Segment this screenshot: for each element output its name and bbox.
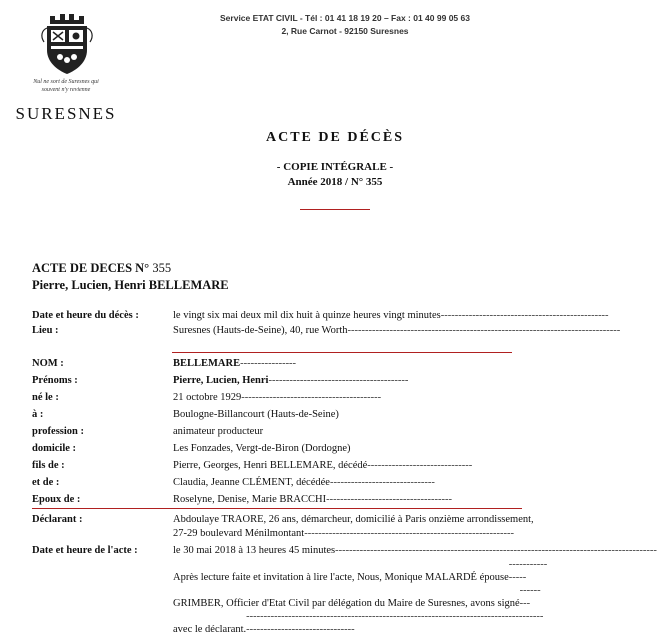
title-divider (300, 209, 370, 210)
father-row (32, 460, 473, 472)
profession-row (32, 426, 263, 438)
acte-date-value: le 30 mai 2018 à 13 heures 45 minutes (173, 545, 336, 556)
mother-row (32, 477, 435, 489)
year-number: Année 2018 / N° 355 (287, 176, 383, 188)
filler-dashes: ---------------------------------------- (241, 392, 382, 403)
coat-of-arms-icon (42, 12, 92, 76)
closing-line: GRIMBER, Officier d'Etat Civil par délégation du Maire de Suresnes, avons signé--------- (173, 585, 541, 609)
motto-line: souvent n'y revienne (41, 87, 91, 93)
profession-value: animateur producteur (173, 426, 264, 437)
death-date-row (32, 310, 609, 322)
filler-dashes: -------------------------------------------------------------------------------------------- (335, 545, 657, 556)
mother-value: Claudia, Jeanne CLÉMENT, décédée (173, 477, 330, 488)
birth-place-label: à : (32, 409, 44, 420)
filler-dashes: ------------------------------------------------------------ (304, 528, 515, 539)
mother-label: et de : (32, 477, 60, 488)
domicile-label: domicile : (32, 443, 77, 454)
copy-type: - COPIE INTÉGRALE - (276, 161, 394, 173)
service-line: Service ETAT CIVIL - Tél : 01 41 18 19 20 – Fax : 01 40 99 05 63 (220, 13, 470, 23)
city-wordmark: SURESNES (15, 104, 117, 123)
birth-place-value: Boulogne-Billancourt (Hauts-de-Seine) (173, 409, 339, 420)
declarant-value: Abdoulaye TRAORE, 26 ans, démarcheur, domicilié à Paris onzième arrondissement, (173, 514, 534, 525)
contact-header (180, 12, 510, 38)
profession-label: profession : (32, 426, 85, 437)
domicile-value: Les Fonzades, Vergt-de-Biron (Dordogne) (173, 443, 351, 454)
closing-line: Après lecture faite et invitation à lire l'acte, Nous, Monique MALARDÉ épouse---------------- (173, 559, 548, 583)
birth-place-row (32, 409, 339, 421)
section-divider (172, 352, 512, 353)
birth-date-row (32, 392, 382, 404)
acte-label: ACTE DE DECES N° (32, 261, 150, 275)
death-date-value: le vingt six mai deux mil dix huit à quinze heures vingt minutes (173, 310, 441, 321)
acte-date-label: Date et heure de l'acte : (32, 545, 138, 556)
filler-dashes: ------------------------------ (329, 477, 435, 488)
document-subtitle-block (150, 160, 520, 190)
filler-dashes: ---------------- (240, 358, 297, 369)
declarant-label: Déclarant : (32, 514, 83, 525)
birth-date-value: 21 octobre 1929 (173, 392, 242, 403)
prenoms-row (32, 375, 409, 387)
filler-dashes: ------------------------------ (367, 460, 473, 471)
acte-heading (32, 260, 229, 294)
declarant-address-value: 27-29 boulevard Ménilmontant (173, 528, 305, 539)
father-value: Pierre, Georges, Henri BELLEMARE, décédé (173, 460, 368, 471)
document-title: ACTE DE DÉCÈS (265, 130, 405, 145)
filler-dashes: ------------------------------------------------------------------------------ (347, 325, 621, 336)
spouse-label: Epoux de : (32, 494, 81, 505)
nom-row (32, 358, 297, 370)
city-motto (4, 78, 128, 94)
father-label: fils de : (32, 460, 65, 471)
domicile-row (32, 443, 351, 455)
acte-number: 355 (152, 261, 172, 275)
spouse-value: Roselyne, Denise, Marie BRACCHI (173, 494, 327, 505)
death-date-label: Date et heure du décès : (32, 310, 139, 321)
birth-date-label: né le : (32, 392, 59, 403)
nom-label: NOM : (32, 358, 64, 369)
filler-dashes: ------------------------------------------------ (440, 310, 609, 321)
section-divider (32, 508, 522, 509)
filler-dashes: ---------------------------------------- (268, 375, 409, 386)
death-place-label: Lieu : (32, 325, 59, 336)
spouse-row (32, 494, 452, 506)
death-place-row (32, 325, 621, 337)
prenoms-label: Prénoms : (32, 375, 78, 386)
closing-line: avec le déclarant.-------------------------------------------------------------------------------------------------------------------- (173, 611, 544, 635)
declarant-row (32, 514, 534, 526)
deceased-name: Pierre, Lucien, Henri BELLEMARE (32, 278, 229, 292)
prenoms-value: Pierre, Lucien, Henri (173, 375, 269, 386)
acte-date-row (32, 545, 657, 557)
address-line: 2, Rue Carnot - 92150 Suresnes (281, 26, 409, 36)
declarant-address (173, 528, 515, 540)
nom-value: BELLEMARE (173, 358, 241, 369)
filler-dashes: ------------------------------------ (326, 494, 452, 505)
death-place-value: Suresnes (Hauts-de-Seine), 40, rue Worth (173, 325, 348, 336)
suresnes-logo (4, 8, 128, 123)
closing-paragraph (173, 558, 628, 636)
motto-line: Nul ne sort de Suresnes qui (33, 79, 99, 85)
